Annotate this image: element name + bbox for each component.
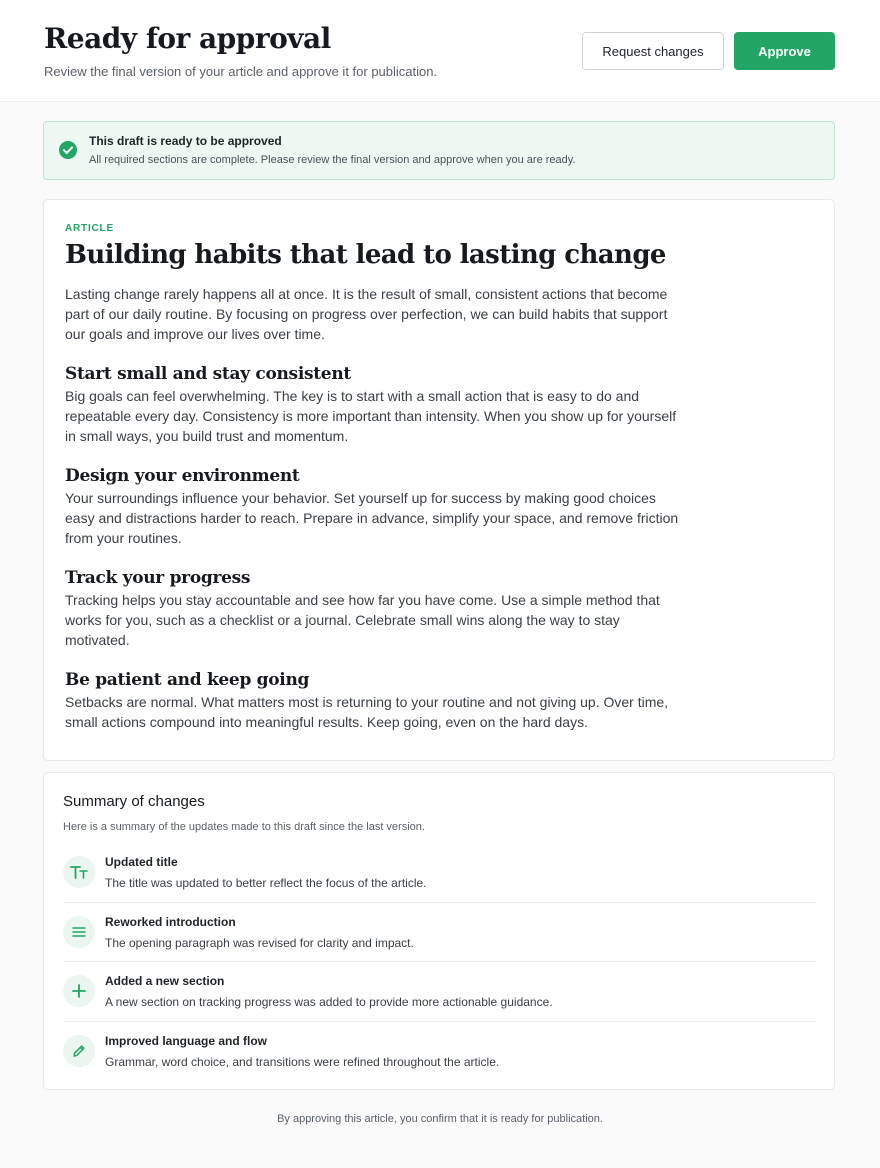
section-body: Big goals can feel overwhelming. The key is to start with a small action that is easy to do and repeatable every day. Consistency is more important than intensity. When you show up for yourself in small ways, you build trust and momentum. (65, 388, 677, 444)
list-item (63, 903, 817, 963)
change-title: Added a new section (105, 974, 225, 988)
page-header (0, 0, 880, 102)
change-title: Improved language and flow (105, 1033, 268, 1048)
article-card (43, 199, 835, 761)
section-heading: Start small and stay consistent (65, 364, 351, 384)
summary-subtitle: Here is a summary of the updates made to this draft since the last version. (63, 821, 425, 833)
section-heading: Design your environment (65, 466, 300, 486)
change-text: The title was updated to better reflect the focus of the article. (105, 876, 427, 890)
banner-text: All required sections are complete. Please review the final version and approve when you are ready. (89, 154, 576, 166)
change-text: A new section on tracking progress was added to provide more actionable guidance. (105, 995, 553, 1009)
lines-icon (63, 916, 95, 948)
change-title: Reworked introduction (105, 914, 236, 929)
check-circle-icon (59, 141, 77, 159)
request-changes-button[interactable]: Request changes (582, 32, 724, 70)
section-heading: Track your progress (65, 568, 251, 588)
list-item (63, 843, 817, 903)
approve-button[interactable]: Approve (734, 32, 835, 70)
change-text: The opening paragraph was revised for clarity and impact. (105, 935, 414, 950)
section-heading: Be patient and keep going (65, 670, 310, 690)
pencil-icon (63, 1035, 95, 1067)
page-title: Ready for approval (44, 22, 331, 55)
summary-card (43, 772, 835, 1090)
page-subtitle: Review the final version of your article and approve it for publication. (44, 64, 438, 79)
text-size-icon (63, 856, 95, 888)
change-list (63, 843, 817, 1081)
article-body (65, 284, 685, 732)
list-item (63, 1022, 817, 1082)
article-title: Building habits that lead to lasting change (65, 240, 666, 270)
plus-icon (63, 975, 95, 1007)
banner-title: This draft is ready to be approved (89, 134, 282, 148)
section-body: Your surroundings influence your behavior. Set yourself up for success by making good choices easy and distractions harder to reach. Prepare in advance, simplify your space, and remove friction from your routines. (65, 490, 679, 546)
summary-title: Summary of changes (63, 793, 205, 810)
section-body: Tracking helps you stay accountable and see how far you have come. Use a simple method that works for you, such as a checklist or a journal. Celebrate small wins along the way to stay motivated. (65, 592, 660, 648)
article-eyebrow: ARTICLE (65, 223, 114, 234)
ready-banner (43, 121, 835, 180)
footer-note: By approving this article, you confirm that it is ready for publication. (277, 1113, 603, 1125)
section-body: Setbacks are normal. What matters most is returning to your routine and not giving up. Over time, small actions compound into meaningful results. Keep going, even on the hard days. (65, 694, 669, 730)
change-title: Updated title (105, 855, 178, 869)
article-intro: Lasting change rarely happens all at once. It is the result of small, consistent actions that become part of our daily routine. By focusing on progress over perfection, we can build habits that support our goals and improve our lives over time. (65, 286, 668, 342)
list-item (63, 962, 817, 1022)
change-text: Grammar, word choice, and transitions were refined throughout the article. (105, 1054, 500, 1069)
